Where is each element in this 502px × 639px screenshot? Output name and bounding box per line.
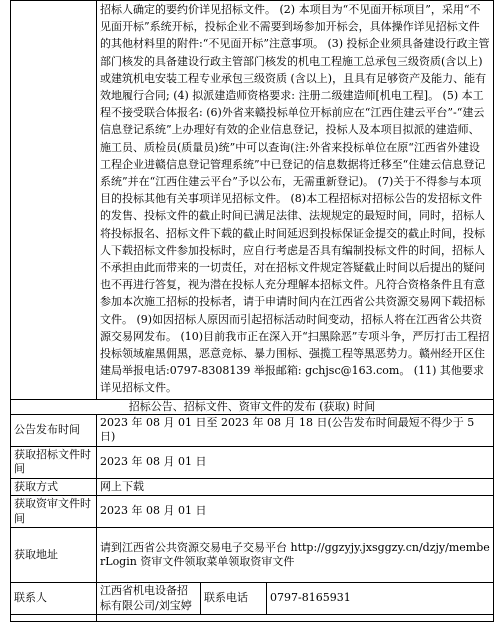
trailing-cell-a	[11, 615, 97, 622]
contact-label: 联系人	[11, 583, 97, 615]
section-heading-row	[11, 399, 494, 414]
announce-label: 公告发布时间	[11, 414, 97, 446]
trailing-cell-b	[97, 615, 494, 622]
address-label: 获取地址	[11, 528, 97, 583]
document-page	[10, 0, 494, 622]
phone-value: 0797-8165931	[267, 583, 494, 615]
contact-value: 江西省机电设备招标有限公司/刘宝婷	[97, 583, 201, 615]
contact-row	[11, 583, 494, 615]
get-bid-label: 获取招标文件时间	[11, 446, 97, 478]
method-label: 获取方式	[11, 478, 97, 496]
address-value: 请到江西省公共资源交易电子交易平台 http://ggzyjy.jxsggzy.cn/dzjy/memberLogin 资审文件领取菜单领取资审文件	[97, 528, 494, 583]
notes-left-cell	[11, 1, 97, 400]
get-bid-row	[11, 446, 494, 478]
section-heading: 招标公告、招标文件、资审文件的发布 (获取) 时间	[11, 399, 494, 414]
trailing-row	[11, 615, 494, 622]
get-qual-label: 获取资审文件时间	[11, 496, 97, 528]
announce-row	[11, 414, 494, 446]
get-bid-value: 2023 年 08 月 01 日	[97, 446, 494, 478]
announce-value: 2023 年 08 月 01 日至 2023 年 08 月 18 日(公告发布时间最短不得少于 5 日)	[97, 414, 494, 446]
method-row	[11, 478, 494, 496]
notes-row	[11, 1, 494, 400]
notes-paragraph: 招标人确定的要约价详见招标文件。 (2) 本项目为“不见面开标项目”，采用“不见面开标”系统开标，投标企业不需要到场参加开标会，具体操作详见招标文件的其他材料里的附件:“不见面开标”注意事项。 (3) 投标企业须具备建设行政主管部门核发的具备建设行政主管部门核发的机电工程施工总承包三级资质(含以上) 或建筑机电安装工程专业承包三级资质 (含以上)，且具有足够资产及能力、能有效地履行合同; (4) 拟派建造师资格要求: 注册二级建造师[机电工程]。 (5) 本工程不接受联合体报名: (6)外省来赣投标单位开标前应在“江西住建云平台”-“建云信息登记系统”上办理好有效的企业信息登记，投标人及本项目拟派的建造师、施工员、质检员(质量员)统”中可以查询(注:外省来投标单位在原“江西省外建设工程企业进赣信息登记管理系统”中已登记的信息数据将迁移至“住建云信息登记系统”并在“江西住建云平台”予以公布，无需重新登记)。 (7)关于不得参与本项目的投标其他有关事项详见招标文件。 (8)本工程招标对招标公告的发招标文件的发售、投标文件的截止时间已满足法律、法规规定的最短时间，同时，招标人将投标报名、招标文件下载的截止时间延迟到投标保证金提交的截止时间，投标人下载招标文件参加投标时，应自行考虑是否具有编制投标文件的时间，招标人不承担由此而带来的一切责任，对在招标文件规定答疑截止时间以后提出的疑问也不再进行答复，视为潜在投标人充分理解本招标文件。凡符合资格条件且有意参加本次施工招标的投标者，请于申请时间内在江西省公共资源交易网下载招标文件。 (9)如因招标人原因而引起招标活动时间变动，招标人将在江西省公共资源交易网发布。 (10)目前我市正在深入开“扫黑除恶”专项斗争，严厉打击工程招投标领域雇黑佣黑，恶意竞标、暴力围标、强揽工程等黑恶势力。赣州经开区住建局举报电话:0797-8308139 举报邮箱: gchjsc@163.com。 (11) 其他要求详见招标文件。	[97, 1, 494, 400]
address-row	[11, 528, 494, 583]
method-value: 网上下载	[97, 478, 494, 496]
phone-label: 联系电话	[201, 583, 267, 615]
tender-info-table	[10, 0, 494, 622]
get-qual-value: 2023 年 08 月 01 日	[97, 496, 494, 528]
get-qual-row	[11, 496, 494, 528]
